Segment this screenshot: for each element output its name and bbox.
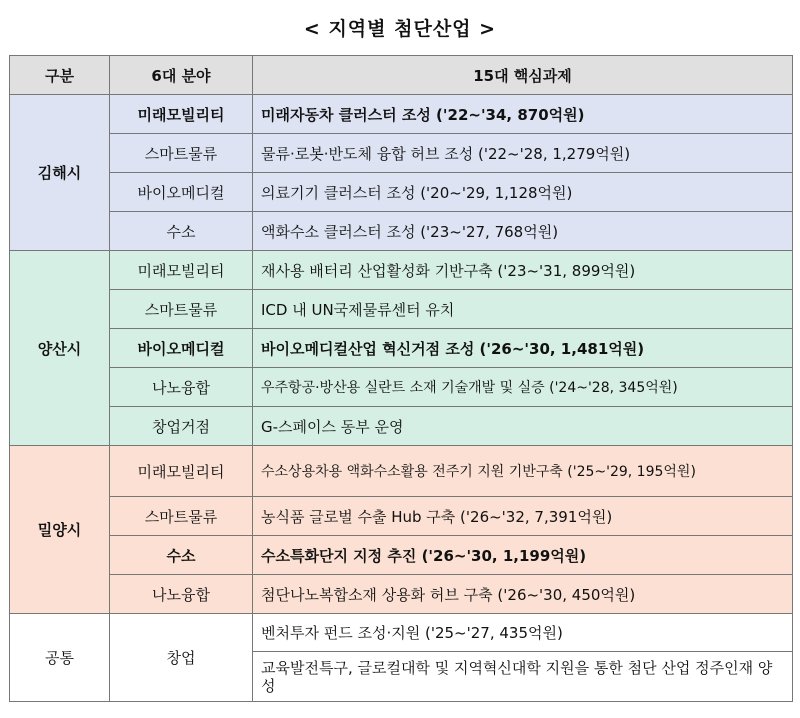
- region-miryang: 밀양시: [10, 446, 110, 614]
- field-cell: 스마트물류: [110, 134, 253, 173]
- task-cell: 농식품 글로벌 수출 Hub 구축 ('26~'32, 7,391억원): [253, 497, 793, 536]
- table-row: [10, 446, 793, 497]
- field-cell: 창업거점: [110, 407, 253, 446]
- industry-table: [9, 55, 793, 702]
- header-task: 15대 핵심과제: [253, 56, 793, 95]
- region-common: 공통: [10, 614, 110, 702]
- table-row: [10, 497, 793, 536]
- task-cell: G-스페이스 동부 운영: [253, 407, 793, 446]
- field-cell: 미래모빌리티: [110, 446, 253, 497]
- table-row: [10, 368, 793, 407]
- task-cell: 미래자동차 클러스터 조성 ('22~'34, 870억원): [253, 95, 793, 134]
- field-cell: 미래모빌리티: [110, 251, 253, 290]
- task-cell: 액화수소 클러스터 조성 ('23~'27, 768억원): [253, 212, 793, 251]
- task-cell: 재사용 배터리 산업활성화 기반구축 ('23~'31, 899억원): [253, 251, 793, 290]
- task-cell: 수소상용차용 액화수소활용 전주기 지원 기반구축 ('25~'29, 195억원): [253, 446, 793, 497]
- task-cell: 물류·로봇·반도체 융합 허브 조성 ('22~'28, 1,279억원): [253, 134, 793, 173]
- table-row: [10, 575, 793, 614]
- table-row: [10, 614, 793, 652]
- header-region: 구분: [10, 56, 110, 95]
- region-kimhae: 김해시: [10, 95, 110, 251]
- table-row: [10, 329, 793, 368]
- task-cell: 벤처투자 펀드 조성·지원 ('25~'27, 435억원): [253, 614, 793, 652]
- field-cell: 나노융합: [110, 575, 253, 614]
- field-cell: 스마트물류: [110, 290, 253, 329]
- table-row: [10, 212, 793, 251]
- table-row: [10, 407, 793, 446]
- page-title: < 지역별 첨단산업 >: [303, 18, 497, 40]
- task-cell: 바이오메디컬산업 혁신거점 조성 ('26~'30, 1,481억원): [253, 329, 793, 368]
- task-cell: 우주항공·방산용 실란트 소재 기술개발 및 실증 ('24~'28, 345억원): [253, 368, 793, 407]
- table-header-row: [10, 56, 793, 95]
- task-cell: 교육발전특구, 글로컬대학 및 지역혁신대학 지원을 통한 첨단 산업 정주인재 양성: [253, 652, 793, 702]
- field-cell: 바이오메디컬: [110, 329, 253, 368]
- field-cell: 스마트물류: [110, 497, 253, 536]
- field-cell: 수소: [110, 212, 253, 251]
- table-row: [10, 173, 793, 212]
- header-field: 6대 분야: [110, 56, 253, 95]
- table-row: [10, 95, 793, 134]
- table-row: [10, 536, 793, 575]
- field-cell: 나노융합: [110, 368, 253, 407]
- task-cell: 수소특화단지 지정 추진 ('26~'30, 1,199억원): [253, 536, 793, 575]
- region-yangsan: 양산시: [10, 251, 110, 446]
- task-cell: ICD 내 UN국제물류센터 유치: [253, 290, 793, 329]
- field-cell: 창업: [110, 614, 253, 702]
- field-cell: 수소: [110, 536, 253, 575]
- field-cell: 미래모빌리티: [110, 95, 253, 134]
- field-cell: 바이오메디컬: [110, 173, 253, 212]
- table-row: [10, 251, 793, 290]
- table-row: [10, 134, 793, 173]
- task-cell: 의료기기 클러스터 조성 ('20~'29, 1,128억원): [253, 173, 793, 212]
- table-row: [10, 290, 793, 329]
- task-cell: 첨단나노복합소재 상용화 허브 구축 ('26~'30, 450억원): [253, 575, 793, 614]
